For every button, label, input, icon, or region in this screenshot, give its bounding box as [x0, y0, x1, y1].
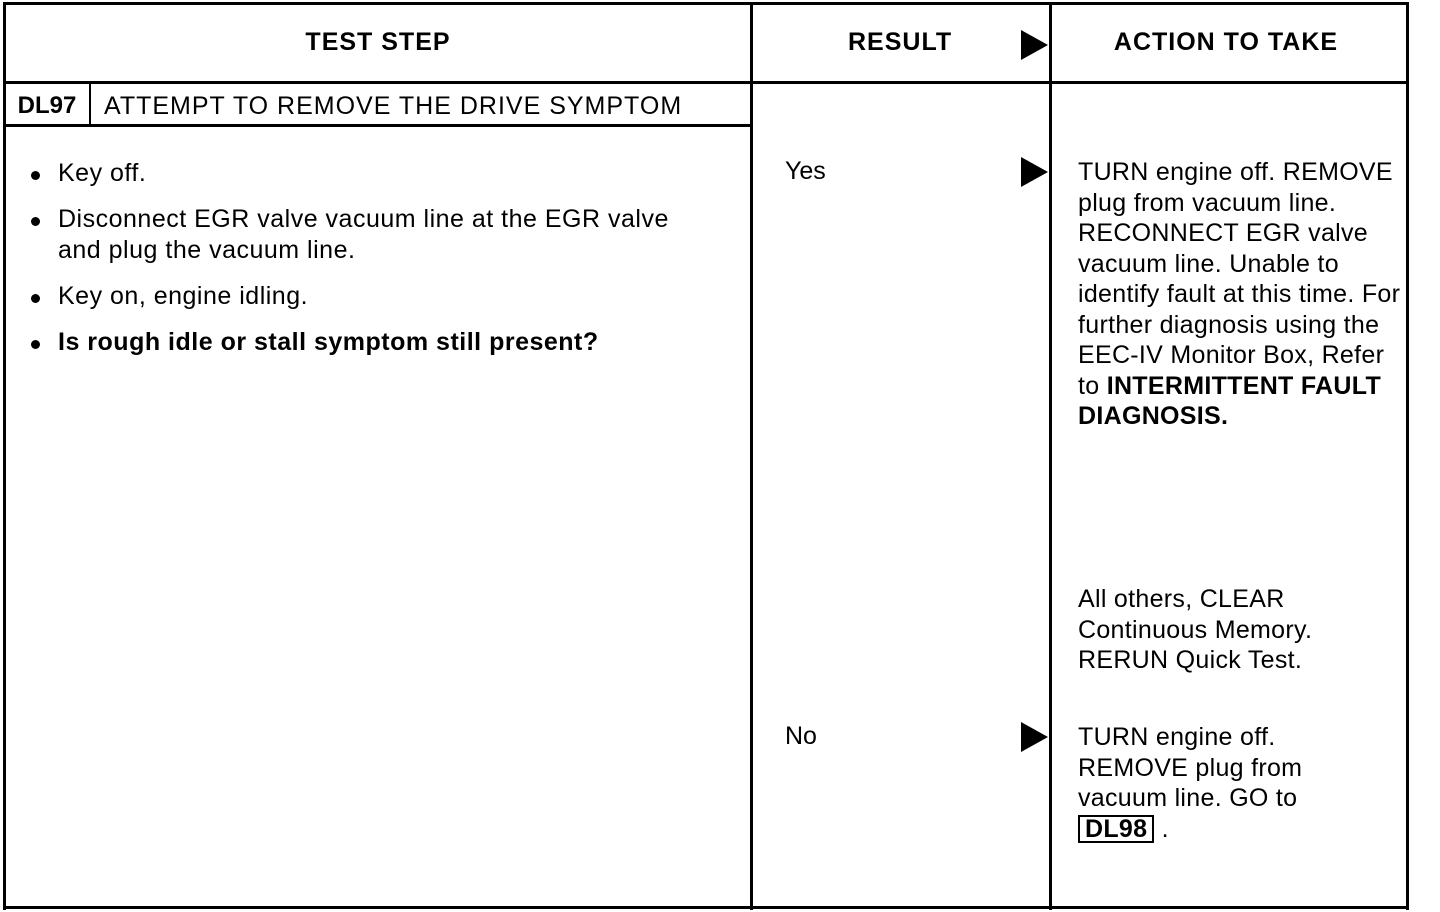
table-right-border: [1406, 2, 1409, 910]
table-bottom-border: [3, 906, 1409, 909]
bullet-icon: [31, 171, 40, 180]
bullet-text: Key off.: [58, 159, 147, 187]
column-divider-1: [750, 2, 753, 910]
action-no-text: TURN engine off. REMOVE plug from vacuum line. GO to: [1078, 723, 1303, 812]
bullet-icon: [31, 217, 40, 226]
list-item: [28, 204, 688, 266]
header-arrow-icon: [1021, 30, 1048, 60]
test-step-list: [28, 158, 728, 373]
action-others: All others, CLEAR Continuous Memory. RERUN Quick Test.: [1078, 585, 1313, 674]
action-yes-reference: INTERMITTENT FAULT DIAGNOSIS.: [1078, 371, 1382, 430]
header-action: ACTION TO TAKE: [1113, 27, 1339, 56]
bullet-text: Disconnect EGR valve vacuum line at the EGR valve and plug the vacuum line.: [58, 205, 669, 264]
bullet-text: Key on, engine idling.: [58, 282, 309, 310]
bullet-icon: [31, 340, 40, 349]
list-item: [28, 158, 728, 189]
action-yes-text: TURN engine off. REMOVE plug from vacuum line. RECONNECT EGR valve vacuum line. Unable to identify fault at this time. For further diagnosis using the EEC-IV Monitor Box, Refer to: [1078, 158, 1401, 400]
column-divider-2: [1049, 2, 1052, 910]
bullet-text: Is rough idle or stall symptom still present?: [58, 328, 599, 356]
action-no: [1078, 722, 1368, 844]
table-left-border: [3, 2, 6, 910]
header-result: RESULT: [848, 27, 953, 56]
result-no: No: [785, 722, 817, 750]
step-reference-dl98[interactable]: DL98: [1078, 815, 1154, 843]
action-yes: [1078, 157, 1408, 432]
bullet-icon: [31, 294, 40, 303]
no-arrow-icon: [1021, 722, 1048, 752]
list-item: [28, 327, 728, 358]
action-no-end: .: [1161, 814, 1169, 843]
step-title: ATTEMPT TO REMOVE THE DRIVE SYMPTOM: [104, 91, 683, 120]
header-test-step: TEST STEP: [305, 27, 451, 56]
result-yes: Yes: [785, 157, 826, 185]
step-id-divider: [89, 84, 91, 126]
list-item: [28, 281, 728, 312]
yes-arrow-icon: [1021, 157, 1048, 187]
step-id: DL97: [17, 92, 77, 119]
